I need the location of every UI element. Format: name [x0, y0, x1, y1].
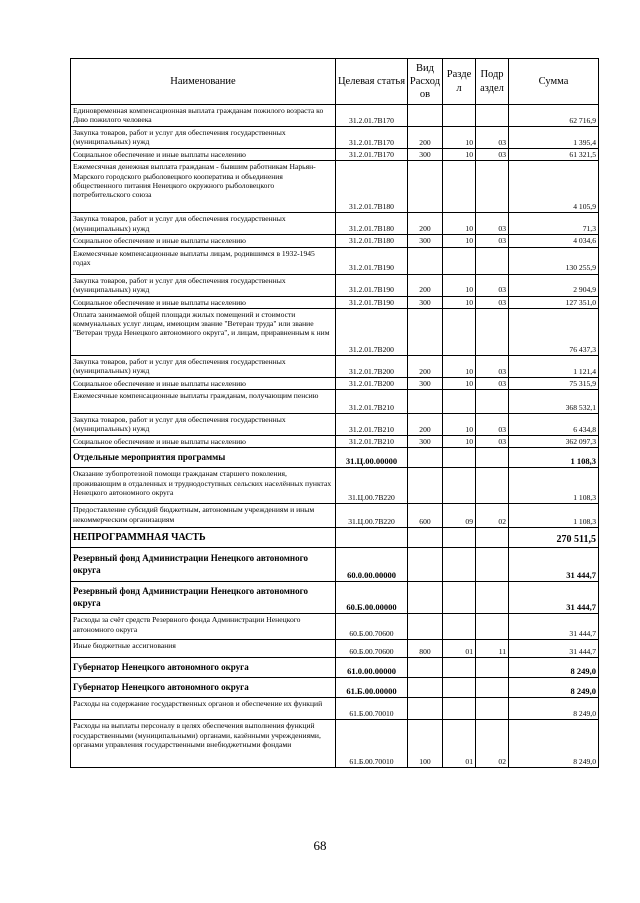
sum-cell: 61 321,5	[509, 149, 599, 161]
table-header-row	[71, 59, 599, 105]
expense-type-cell	[408, 247, 443, 274]
name-cell: Ежемесячные компенсационные выплаты гражданам, получающим пенсию	[71, 390, 336, 414]
subsection-cell: 02	[476, 504, 509, 528]
section-cell	[443, 308, 476, 355]
sum-cell: 31 444,7	[509, 640, 599, 658]
header-sum: Сумма	[509, 59, 599, 105]
sum-cell: 1 121,4	[509, 355, 599, 377]
name-cell: Предоставление субсидий бюджетным, автономным учреждениям и иным некоммерческим организациям	[71, 504, 336, 528]
name-cell: Иные бюджетные ассигнования	[71, 640, 336, 658]
section-cell	[443, 247, 476, 274]
sum-cell: 1 108,3	[509, 468, 599, 504]
table-row	[71, 548, 599, 582]
name-cell: Резервный фонд Администрации Ненецкого автономного округа	[71, 548, 336, 582]
target-article-cell: 31.2.01.7В170	[336, 149, 408, 161]
target-article-cell: 31.2.01.7В190	[336, 296, 408, 308]
section-cell: 10	[443, 127, 476, 149]
target-article-cell: 31.2.01.7В200	[336, 377, 408, 389]
expense-type-cell: 200	[408, 274, 443, 296]
section-cell: 10	[443, 149, 476, 161]
subsection-cell	[476, 247, 509, 274]
name-cell: Ежемесячная денежная выплата гражданам - бывшим работникам Нарьян-Марского городского рыболовецкого кооператива и объединения общественного питания Ненецкого окружного рыболовецкого потребительского союза	[71, 161, 336, 213]
subsection-cell	[476, 582, 509, 614]
expense-type-cell	[408, 582, 443, 614]
sum-cell: 62 716,9	[509, 105, 599, 127]
sum-cell: 8 249,0	[509, 658, 599, 678]
subsection-cell	[476, 308, 509, 355]
section-cell: 10	[443, 377, 476, 389]
header-expense-type: Вид Расход ов	[408, 59, 443, 105]
section-cell	[443, 548, 476, 582]
sum-cell: 127 351,0	[509, 296, 599, 308]
table-row	[71, 127, 599, 149]
table-row	[71, 504, 599, 528]
expense-type-cell: 200	[408, 414, 443, 436]
name-cell: Расходы на содержание государственных органов и обеспечение их функций	[71, 698, 336, 720]
table-row	[71, 720, 599, 768]
target-article-cell: 61.0.00.00000	[336, 658, 408, 678]
name-cell: Расходы на выплаты персоналу в целях обеспечения выполнения функций государственными (муниципальными) органами, казёнными учреждениями, органами управления государственными внебюджетными фондами	[71, 720, 336, 768]
section-cell: 10	[443, 296, 476, 308]
table-row	[71, 698, 599, 720]
target-article-cell: 31.2.01.7В190	[336, 247, 408, 274]
expense-type-cell: 200	[408, 127, 443, 149]
sum-cell: 4 105,9	[509, 161, 599, 213]
header-name: Наименование	[71, 59, 336, 105]
page-number: 68	[313, 838, 327, 853]
section-cell	[443, 678, 476, 698]
section-cell	[443, 161, 476, 213]
table-row	[71, 436, 599, 448]
expense-type-cell: 200	[408, 213, 443, 235]
expense-type-cell: 200	[408, 355, 443, 377]
subsection-cell: 03	[476, 296, 509, 308]
expense-type-cell	[408, 308, 443, 355]
target-article-cell: 31.2.01.7В210	[336, 390, 408, 414]
name-cell: Социальное обеспечение и иные выплаты населению	[71, 296, 336, 308]
table-row	[71, 640, 599, 658]
name-cell: Резервный фонд Администрации Ненецкого автономного округа	[71, 582, 336, 614]
sum-cell: 31 444,7	[509, 614, 599, 640]
target-article-cell: 61.Б.00.70010	[336, 698, 408, 720]
sum-cell: 75 315,9	[509, 377, 599, 389]
subsection-cell: 02	[476, 720, 509, 768]
expense-type-cell	[408, 105, 443, 127]
table-row	[71, 658, 599, 678]
target-article-cell: 60.Б.00.70600	[336, 614, 408, 640]
table-row	[71, 355, 599, 377]
table-row	[71, 448, 599, 468]
expense-type-cell	[408, 614, 443, 640]
table-row	[71, 390, 599, 414]
name-cell: Ежемесячные компенсационные выплаты лицам, родившимся в 1932-1945 годах	[71, 247, 336, 274]
name-cell: Социальное обеспечение и иные выплаты населению	[71, 149, 336, 161]
subsection-cell	[476, 468, 509, 504]
header-subsection: Подр аздел	[476, 59, 509, 105]
expense-type-cell: 800	[408, 640, 443, 658]
target-article-cell: 31.2.01.7В210	[336, 436, 408, 448]
table-row	[71, 528, 599, 548]
table-row	[71, 213, 599, 235]
name-cell: Закупка товаров, работ и услуг для обеспечения государственных (муниципальных) нужд	[71, 127, 336, 149]
subsection-cell	[476, 678, 509, 698]
expense-type-cell	[408, 658, 443, 678]
subsection-cell: 03	[476, 149, 509, 161]
sum-cell: 2 904,9	[509, 274, 599, 296]
expense-type-cell: 300	[408, 377, 443, 389]
sum-cell: 8 249,0	[509, 698, 599, 720]
table-row	[71, 105, 599, 127]
target-article-cell: 31.2.01.7В210	[336, 414, 408, 436]
section-cell	[443, 658, 476, 678]
target-article-cell: 31.2.01.7В170	[336, 105, 408, 127]
section-cell: 10	[443, 436, 476, 448]
subsection-cell: 03	[476, 436, 509, 448]
subsection-cell	[476, 528, 509, 548]
target-article-cell: 31.2.01.7В200	[336, 308, 408, 355]
table-row	[71, 308, 599, 355]
budget-table	[70, 58, 599, 768]
subsection-cell	[476, 448, 509, 468]
sum-cell: 1 108,3	[509, 504, 599, 528]
section-cell	[443, 105, 476, 127]
target-article-cell: 60.Б.00.70600	[336, 640, 408, 658]
table-row	[71, 274, 599, 296]
table-body	[71, 105, 599, 768]
subsection-cell: 03	[476, 127, 509, 149]
subsection-cell: 03	[476, 377, 509, 389]
target-article-cell: 31.2.01.7В180	[336, 235, 408, 247]
sum-cell: 8 249,0	[509, 678, 599, 698]
name-cell: Социальное обеспечение и иные выплаты населению	[71, 436, 336, 448]
subsection-cell: 03	[476, 355, 509, 377]
section-cell: 10	[443, 274, 476, 296]
sum-cell: 4 034,6	[509, 235, 599, 247]
section-cell: 10	[443, 235, 476, 247]
subsection-cell: 03	[476, 414, 509, 436]
table-row	[71, 161, 599, 213]
expense-type-cell: 100	[408, 720, 443, 768]
target-article-cell: 31.2.01.7В170	[336, 127, 408, 149]
sum-cell: 1 395,4	[509, 127, 599, 149]
expense-type-cell: 300	[408, 235, 443, 247]
expense-type-cell: 300	[408, 149, 443, 161]
target-article-cell: 31.Ц.00.7В220	[336, 468, 408, 504]
table-row	[71, 414, 599, 436]
section-cell: 09	[443, 504, 476, 528]
subsection-cell	[476, 614, 509, 640]
subsection-cell: 11	[476, 640, 509, 658]
header-target-article: Целевая статья	[336, 59, 408, 105]
name-cell: Единовременная компенсационная выплата гражданам пожилого возраста ко Дню пожилого человека	[71, 105, 336, 127]
sum-cell: 31 444,7	[509, 582, 599, 614]
expense-type-cell	[408, 468, 443, 504]
subsection-cell	[476, 698, 509, 720]
name-cell: Губернатор Ненецкого автономного округа	[71, 678, 336, 698]
target-article-cell: 61.Б.00.00000	[336, 678, 408, 698]
section-cell: 10	[443, 213, 476, 235]
subsection-cell	[476, 548, 509, 582]
target-article-cell: 31.2.01.7В180	[336, 213, 408, 235]
section-cell: 10	[443, 414, 476, 436]
table-row	[71, 678, 599, 698]
sum-cell: 362 097,3	[509, 436, 599, 448]
subsection-cell	[476, 105, 509, 127]
name-cell: Закупка товаров, работ и услуг для обеспечения государственных (муниципальных) нужд	[71, 274, 336, 296]
sum-cell: 31 444,7	[509, 548, 599, 582]
target-article-cell: 60.Б.00.00000	[336, 582, 408, 614]
subsection-cell: 03	[476, 235, 509, 247]
target-article-cell: 61.Б.00.70010	[336, 720, 408, 768]
header-section: Разде л	[443, 59, 476, 105]
section-cell	[443, 448, 476, 468]
name-cell: Губернатор Ненецкого автономного округа	[71, 658, 336, 678]
expense-type-cell: 300	[408, 296, 443, 308]
target-article-cell: 31.2.01.7В190	[336, 274, 408, 296]
sum-cell: 270 511,5	[509, 528, 599, 548]
sum-cell: 1 108,3	[509, 448, 599, 468]
target-article-cell	[336, 528, 408, 548]
expense-type-cell	[408, 678, 443, 698]
target-article-cell: 31.Ц.00.00000	[336, 448, 408, 468]
sum-cell: 76 437,3	[509, 308, 599, 355]
section-cell: 01	[443, 720, 476, 768]
sum-cell: 130 255,9	[509, 247, 599, 274]
expense-type-cell	[408, 390, 443, 414]
expense-type-cell	[408, 161, 443, 213]
target-article-cell: 31.Ц.00.7В220	[336, 504, 408, 528]
name-cell: Закупка товаров, работ и услуг для обеспечения государственных (муниципальных) нужд	[71, 414, 336, 436]
subsection-cell	[476, 390, 509, 414]
name-cell: Отдельные мероприятия программы	[71, 448, 336, 468]
section-cell: 10	[443, 355, 476, 377]
table-row	[71, 582, 599, 614]
name-cell: НЕПРОГРАММНАЯ ЧАСТЬ	[71, 528, 336, 548]
section-cell	[443, 468, 476, 504]
name-cell: Расходы за счёт средств Резервного фонда Администрации Ненецкого автономного округа	[71, 614, 336, 640]
target-article-cell: 31.2.01.7В180	[336, 161, 408, 213]
table-row	[71, 149, 599, 161]
name-cell: Закупка товаров, работ и услуг для обеспечения государственных (муниципальных) нужд	[71, 355, 336, 377]
sum-cell: 71,3	[509, 213, 599, 235]
subsection-cell	[476, 658, 509, 678]
section-cell: 01	[443, 640, 476, 658]
table-row	[71, 377, 599, 389]
table-row	[71, 247, 599, 274]
section-cell	[443, 582, 476, 614]
expense-type-cell	[408, 528, 443, 548]
section-cell	[443, 528, 476, 548]
sum-cell: 368 532,1	[509, 390, 599, 414]
sum-cell: 8 249,0	[509, 720, 599, 768]
expense-type-cell: 600	[408, 504, 443, 528]
subsection-cell: 03	[476, 213, 509, 235]
expense-type-cell	[408, 448, 443, 468]
section-cell	[443, 698, 476, 720]
table-row	[71, 296, 599, 308]
sum-cell: 6 434,8	[509, 414, 599, 436]
name-cell: Социальное обеспечение и иные выплаты населению	[71, 235, 336, 247]
expense-type-cell: 300	[408, 436, 443, 448]
name-cell: Оплата занимаемой общей площади жилых помещений и стоимости коммунальных услуг лицам, имеющим звание "Ветеран труда" или звание "Ветеран труда Ненецкого автономного округа", и лицам, приравненным к ним	[71, 308, 336, 355]
subsection-cell: 03	[476, 274, 509, 296]
name-cell: Социальное обеспечение и иные выплаты населению	[71, 377, 336, 389]
target-article-cell: 31.2.01.7В200	[336, 355, 408, 377]
name-cell: Оказание зубопротезной помощи гражданам старшего поколения, проживающим в отдаленных и труднодоступных сельских населённых пунктах Ненецкого автономного округа	[71, 468, 336, 504]
name-cell: Закупка товаров, работ и услуг для обеспечения государственных (муниципальных) нужд	[71, 213, 336, 235]
expense-type-cell	[408, 698, 443, 720]
section-cell	[443, 390, 476, 414]
section-cell	[443, 614, 476, 640]
table-row	[71, 468, 599, 504]
table-row	[71, 235, 599, 247]
subsection-cell	[476, 161, 509, 213]
target-article-cell: 60.0.00.00000	[336, 548, 408, 582]
expense-type-cell	[408, 548, 443, 582]
table-row	[71, 614, 599, 640]
